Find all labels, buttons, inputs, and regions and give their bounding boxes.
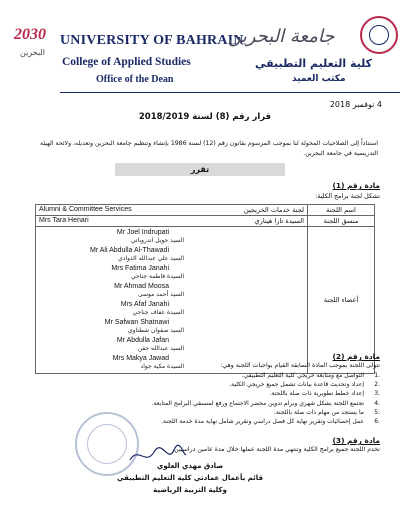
task-number: .1 (374, 372, 380, 379)
task-number: .2 (374, 381, 380, 389)
letter-date: 4 نوفمبر 2018 (329, 100, 382, 109)
member-name-ar: السيد علي عبدالله الذوادي (118, 255, 184, 262)
task-text: إعداد خطط تطويرية ذات صلة باللجنة. (269, 390, 364, 398)
member-name-en: Mrs Makya Jawad (112, 355, 169, 362)
member-name-en: Mr Safwan Shatnawi (104, 319, 169, 326)
member-name-en: Mr Ahmad Moosa (114, 283, 169, 290)
member-name-ar: السيدة مكية جواد (140, 363, 184, 370)
task-number: .6 (374, 417, 380, 425)
member-name-en: Mr Abdulla Jafan (116, 337, 169, 344)
signatory-block (105, 460, 275, 496)
member-name-en: Mr Joel Indrupati (116, 229, 169, 236)
task-text: ما يستجد من مهام ذات صلة باللجنة. (273, 408, 364, 416)
members-label: أعضاء اللجنة (308, 227, 375, 374)
office-name-ar: مكتب العميد (292, 74, 346, 84)
coordinator-en: Mrs Tara Henari (39, 217, 89, 224)
task-list (120, 371, 380, 426)
university-name-en: UNIVERSITY OF BAHRAIN (60, 33, 244, 48)
table-row (36, 205, 375, 216)
task-item (120, 399, 380, 408)
member-entry (39, 318, 304, 336)
article-3-text: تخدم اللجنة جميع برامج الكلية وتنتهي مدة اللجنة عملها خلال مدة عامين دراسيين. (172, 446, 380, 453)
committee-name-en: Alumni & Committee Services (39, 206, 132, 213)
member-name-ar: السيدة فاطمة جناحي (131, 273, 184, 280)
member-name-ar: السيد صفوان شطناوي (127, 327, 184, 334)
member-name-ar: السيدة عفاف جناحي (132, 309, 184, 316)
university-name-ar: جامعة البحرين (228, 26, 335, 47)
table-row (36, 216, 375, 227)
task-text: تجتمع اللجنة بشكل شهري وبرام تدوين محضر الاجتماع ورفع لمنسقي البرامج المتابعة. (151, 399, 364, 407)
university-seal-icon (360, 16, 398, 54)
member-name-en: Mr Ali Abdulla Al-Thawadi (90, 247, 169, 254)
member-entry (39, 228, 304, 246)
committee-name-ar: لجنة خدمات الخريجين (243, 206, 304, 214)
task-number: .3 (374, 390, 380, 398)
member-entry (39, 264, 304, 282)
task-text: إعداد وتحديث قاعدة بيانات تشمل جميع خريجي الكلية. (229, 381, 364, 389)
member-name-ar: السيد أحمد موسى (138, 291, 184, 298)
committee-name-label: اسم اللجنة (308, 205, 375, 216)
member-name-ar: السيد عبدالله جفن (137, 345, 184, 352)
member-entry (39, 246, 304, 264)
signatory-title-2: وكلية التربية الرياضية (153, 486, 227, 494)
vision-2030-logo (8, 26, 58, 62)
task-item (120, 417, 380, 426)
task-item (120, 389, 380, 398)
article-1-text: تشكل لجنة برامج الكلية: (315, 192, 380, 200)
college-name-ar: كلية التعليم التطبيقي (255, 57, 373, 70)
signatory-name: صادق مهدي العلوي (156, 462, 224, 470)
table-row (36, 227, 375, 374)
letterhead (0, 0, 410, 100)
logo-country: البحرين (20, 48, 45, 57)
header-divider (60, 92, 400, 93)
task-item (120, 380, 380, 389)
committee-name-cell (36, 205, 308, 216)
task-item (120, 408, 380, 417)
college-name-en: College of Applied Studies (62, 56, 191, 68)
decided-banner: تقرر (115, 163, 285, 176)
member-entry (39, 300, 304, 318)
task-item (120, 371, 380, 380)
member-entry (39, 282, 304, 300)
preamble: استناداً إلى الصلاحيات المخولة لنا بموجب المرسوم بقانون رقم (12) لسنة 1986 بإنشاء وتنظيم جامعة البحرين وتعديله، ولائحة الهيئة التدريسية في جامعة البحرين. (40, 140, 378, 157)
article-3-heading: مادة رقم (3) (332, 436, 380, 445)
article-2-intro: تتولى اللجنة بموجب المادة السابقة القيام بواجبات اللجنة وهي: (220, 362, 380, 369)
member-entry (39, 336, 304, 354)
member-name-en: Mrs Afaf Janahi (120, 301, 169, 308)
signatory-title: قائم بأعمال عمادتي كلية التعليم التطبيقي (117, 474, 263, 482)
task-text: التواصل مع ومتابعة خريجي كلية التعليم التطبيقي. (241, 372, 364, 379)
task-number: .5 (374, 408, 380, 416)
article-1-heading: مادة رقم (1) (332, 181, 380, 190)
task-text: عمل إحصائيات وتقرير نهاية كل فصل دراسي وتقرير شامل نهاية مدة خدمة اللجنة. (161, 417, 364, 425)
logo-year: 2030 (14, 26, 46, 43)
members-cell (36, 227, 308, 374)
coordinator-label: منسق اللجنة (308, 216, 375, 227)
office-name-en: Office of the Dean (96, 74, 174, 85)
task-number: .4 (374, 399, 380, 407)
committee-table (35, 204, 375, 374)
decision-title: قرار رقم (8) لسنة 2018/2019 (138, 112, 272, 122)
member-name-en: Mrs Fatima Janahi (111, 265, 169, 272)
coordinator-ar: السيدة تارا هيناري (254, 217, 304, 225)
coordinator-cell (36, 216, 308, 227)
member-name-ar: السيد جويل اندروباتي (130, 237, 184, 244)
article-2-heading: مادة رقم (2) (332, 352, 380, 361)
